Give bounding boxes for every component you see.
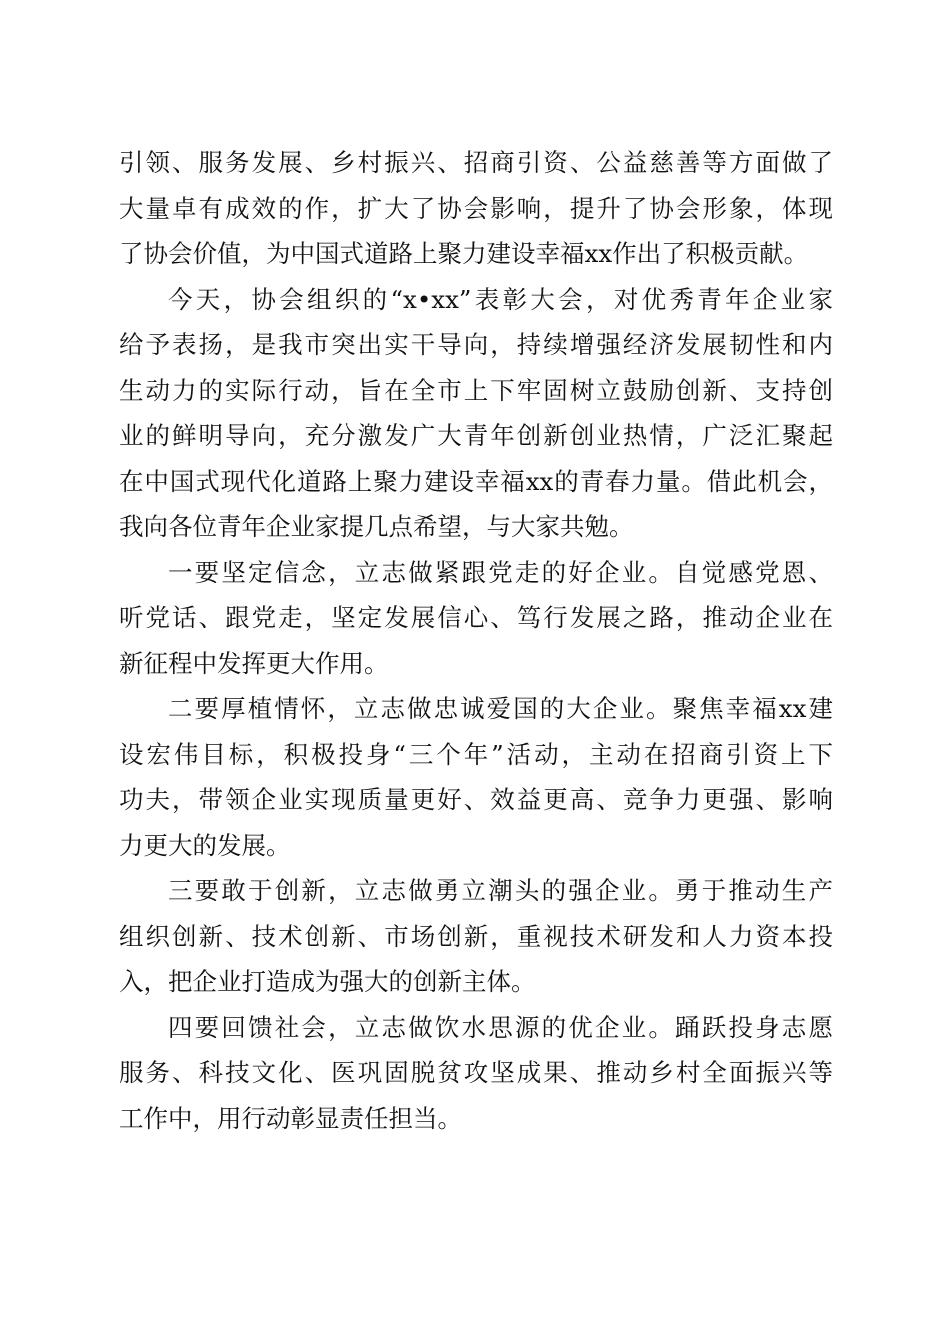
text-line: 引领、服务发展、乡村振兴、招商引资、公益慈善等方面做了 <box>119 148 833 177</box>
paragraph-3 <box>119 550 833 687</box>
text-line: 工作中，用行动彰显责任担当。 <box>119 1103 462 1133</box>
text-line: 听党话、跟党走，坚定发展信心、笃行发展之路，推动企业在 <box>119 603 833 632</box>
text-line: 业的鲜明导向，充分激发广大青年创新创业热情，广泛汇聚起 <box>119 421 833 450</box>
text-line: 给予表扬，是我市突出实干导向，持续增强经济发展韧性和内 <box>119 330 833 359</box>
text-line: 大量卓有成效的作，扩大了协会影响，提升了协会形象，体现 <box>119 193 833 223</box>
text-line: 组织创新、技术创新、市场创新，重视技术研发和人力资本投 <box>119 921 833 951</box>
text-line: 设宏伟目标，积极投身“三个年”活动，主动在招商引资上下 <box>119 739 833 769</box>
text-line: 一要坚定信念，立志做紧跟党走的好企业。自觉感党恩、 <box>168 557 833 587</box>
paragraph-5 <box>119 868 833 1005</box>
paragraph-6 <box>119 1005 833 1142</box>
text-line: 了协会价值，为中国式道路上聚力建设幸福xx作出了积极贡献。 <box>119 239 809 268</box>
text-line: 入，把企业打造成为强大的创新主体。 <box>119 967 536 996</box>
text-line: 在中国式现代化道路上聚力建设幸福xx的青春力量。借此机会， <box>119 466 833 496</box>
paragraph-4 <box>119 686 833 868</box>
paragraph-1 <box>119 140 833 277</box>
text-line: 四要回馈社会，立志做饮水思源的优企业。踊跃投身志愿 <box>168 1012 833 1042</box>
text-line: 新征程中发挥更大作用。 <box>119 648 389 678</box>
text-line: 三要敢于创新，立志做勇立潮头的强企业。勇于推动生产 <box>168 876 833 905</box>
text-line: 二要厚植情怀，立志做忠诚爱国的大企业。聚焦幸福xx建 <box>168 694 833 723</box>
text-line: 生动力的实际行动，旨在全市上下牢固树立鼓励创新、支持创 <box>119 375 833 405</box>
text-line: 功夫，带领企业实现质量更好、效益更高、竞争力更强、影响 <box>119 785 833 814</box>
paragraph-2 <box>119 277 833 550</box>
text-line: 今天，协会组织的“x•xx”表彰大会，对优秀青年企业家 <box>168 284 833 314</box>
text-line: 我向各位青年企业家提几点希望，与大家共勉。 <box>119 512 634 541</box>
document-body <box>119 140 833 1141</box>
text-line: 力更大的发展。 <box>119 830 291 860</box>
text-line: 服务、科技文化、医巩固脱贫攻坚成果、推动乡村全面振兴等 <box>119 1058 833 1087</box>
